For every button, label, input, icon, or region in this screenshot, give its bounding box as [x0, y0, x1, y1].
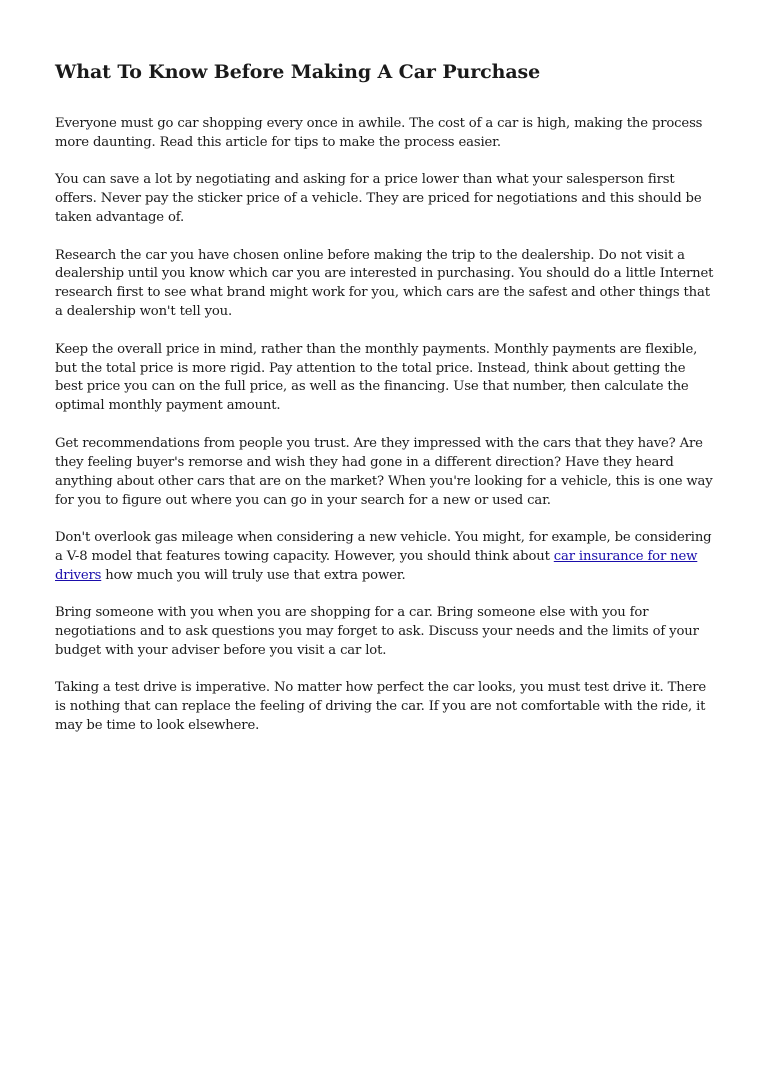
paragraph-intro: Everyone must go car shopping every once in awhile. The cost of a car is high, making the process more daunting. Read this article for tips to make the process easier.	[55, 116, 703, 150]
paragraph-gas-mileage-text-after: how much you will truly use that extra power.	[101, 567, 406, 583]
paragraph-test-drive: Taking a test drive is imperative. No matter how perfect the car looks, you must test drive it. There is nothing that can replace the feeling of driving the car. If you are not comfortable with the ride, it may be time to look elsewhere.	[55, 680, 707, 734]
paragraph-negotiating: You can save a lot by negotiating and asking for a price lower than what your salesperson first offers. Never pay the sticker price of a vehicle. They are priced for negotiations and this should be taken advantage of.	[55, 172, 702, 226]
paragraph-gas-mileage-text-before: Don't overlook gas mileage when considering a new vehicle. You might, for example, be considering a V-8 model that features towing capacity. However, you should think about	[55, 529, 712, 564]
paragraph-bring-someone: Bring someone with you when you are shopping for a car. Bring someone else with you for negotiations and to ask questions you may forget to ask. Discuss your needs and the limits of your budget with your adviser before you visit a car lot.	[55, 605, 699, 658]
document-title: What To Know Before Making A Car Purchase	[55, 61, 541, 83]
car-insurance-link[interactable]: car insurance for new drivers	[55, 548, 698, 583]
paragraph-recommendations: Get recommendations from people you trust. Are they impressed with the cars that they have? Are they feeling buyer's remorse and wish they had gone in a different direction? Have they heard anything about other cars that are on the market? When you're looking for a vehicle, this is one way for you to figure out where you can go in your search for a new or used car.	[55, 435, 713, 508]
paragraph-overall-price: Keep the overall price in mind, rather than the monthly payments. Monthly payments are flexible, but the total price is more rigid. Pay attention to the total price. Instead, think about getting the best price you can on the full price, as well as the financing. Use that number, then calculate the optimal monthly payment amount.	[55, 341, 698, 414]
paragraph-gas-mileage	[55, 529, 717, 586]
paragraph-research: Research the car you have chosen online before making the trip to the dealership. Do not visit a dealership until you know which car you are interested in purchasing. You should do a little Internet research first to see what brand might work for you, which cars are the safest and other things that a dealership won't tell you.	[55, 247, 714, 320]
document-page	[55, 58, 717, 755]
